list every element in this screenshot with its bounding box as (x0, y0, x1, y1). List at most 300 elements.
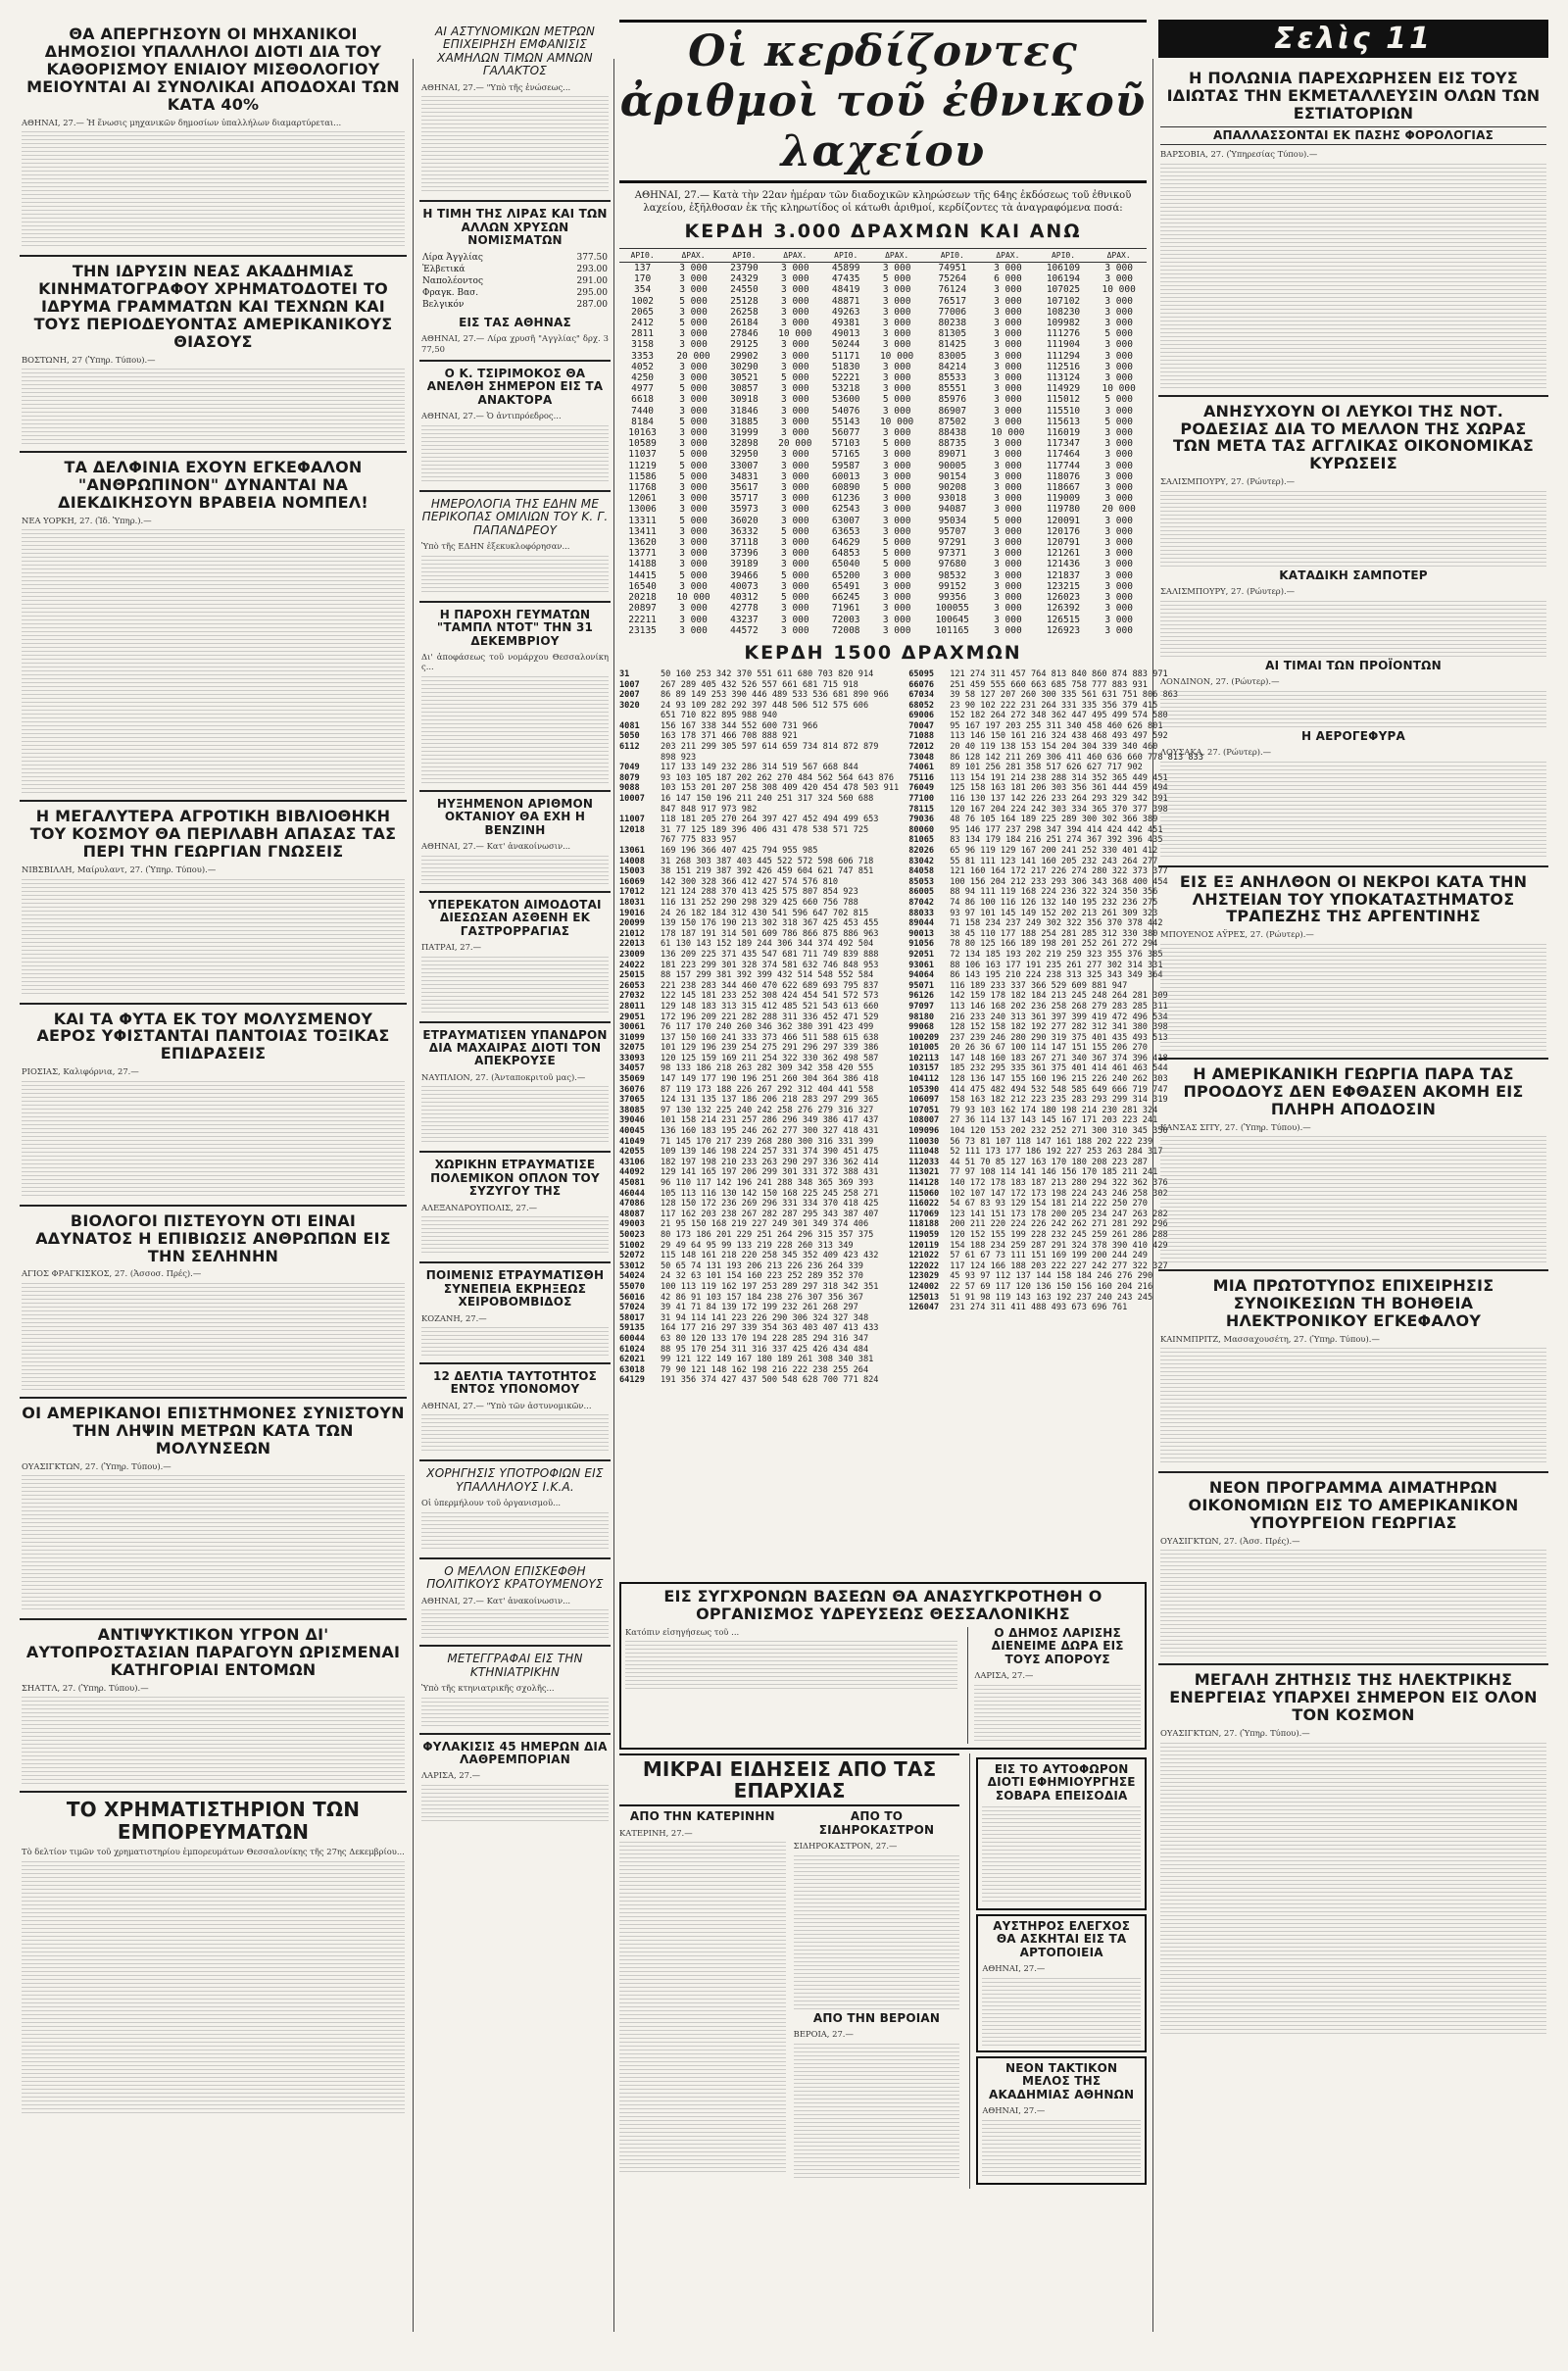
ticket-number: 137 (634, 263, 652, 273)
lottery-row (619, 559, 1147, 569)
prize-amount: 3 000 (1104, 493, 1133, 505)
ticket-number: 71961 (831, 603, 860, 615)
prize-amount: 3 000 (882, 328, 911, 340)
series-endings: 414 475 482 494 532 548 585 649 666 719 747 (950, 1084, 1168, 1095)
prize-amount: 20 000 (1102, 504, 1136, 516)
prize-amount: 3 000 (1104, 592, 1133, 604)
series-endings: 72 134 185 193 202 219 259 323 355 376 385 (950, 949, 1163, 960)
prize-amount: 3 000 (1104, 614, 1133, 625)
dateline: Δι' ἀποφάσεως τοῦ νομάρχου Θεσσαλονίκης... (421, 651, 609, 672)
series-number: 84058 (908, 866, 935, 877)
ticket-number: 76517 (938, 295, 967, 307)
series-endings: 83 134 179 184 216 251 274 367 392 396 435 (950, 835, 1163, 846)
newspaper-page (20, 20, 1548, 2332)
prize-amount: 3 000 (1104, 580, 1133, 592)
dateline: ΑΘΗΝΑΙ, 27.— Κατ' ἀνακοίνωσιν... (421, 1595, 571, 1605)
ticket-number: 60013 (831, 470, 860, 482)
series-number: 26053 (619, 980, 645, 991)
series-endings: 117 133 149 232 286 314 519 567 668 844 (661, 763, 858, 773)
headline: ΜΕΤΕΓΓΡΑΦΑΙ ΕΙΣ ΤΗΝ ΚΤΗΝΙΑΤΡΙΚΗΝ (447, 1652, 583, 1679)
series-number: 50023 (619, 1229, 645, 1240)
series-endings: 124 131 135 137 186 206 218 283 297 299 365 (661, 1095, 879, 1106)
ticket-number: 107025 (1046, 284, 1081, 296)
prize-amount: 3 000 (781, 416, 809, 427)
ticket-number: 52221 (831, 372, 860, 384)
ticket-number: 72008 (831, 624, 860, 636)
ticket-number: 111276 (1046, 328, 1081, 340)
series-number: 30061 (619, 1022, 645, 1033)
series-number: 123029 (908, 1271, 940, 1282)
series-endings: 142 300 328 366 412 427 574 576 810 (661, 876, 839, 887)
ticket-number: 98532 (938, 569, 967, 581)
ticket-number: 64629 (831, 537, 860, 549)
prize-amount: 3 000 (882, 569, 911, 581)
ticket-number: 120091 (1046, 515, 1081, 526)
prize-amount: 3 000 (781, 548, 809, 560)
series-endings: 129 141 165 197 206 299 301 331 372 388 431 (661, 1167, 879, 1178)
prize-amount: 3 000 (994, 559, 1022, 570)
ticket-number: 117347 (1046, 438, 1081, 450)
prize-amount: 5 000 (679, 318, 708, 329)
prize-amount: 5 000 (882, 482, 911, 494)
prize-amount: 3 000 (679, 438, 708, 450)
series-number: 62021 (619, 1355, 645, 1365)
lottery-row (619, 449, 1147, 460)
prize-amount: 3 000 (1104, 438, 1133, 450)
series-endings: 172 196 209 221 282 288 311 336 452 471 529 (661, 1012, 879, 1022)
ticket-number: 26258 (730, 306, 759, 318)
prize-amount: 3 000 (1104, 482, 1133, 494)
ticket-number: 120176 (1046, 525, 1081, 537)
ticket-number: 111294 (1046, 350, 1081, 362)
dateline: ΑΘΗΝΑΙ, 27.— "Υπὸ τῶν ἀστυνομικῶν... (421, 1400, 592, 1410)
prize-amount: 5 000 (781, 592, 809, 604)
article-weapon (419, 1153, 611, 1263)
prize-amount: 3 000 (1104, 318, 1133, 329)
series-number: 31 (619, 668, 630, 679)
prize-amount: 3 000 (781, 273, 809, 285)
series-endings: 24 26 182 184 312 430 541 596 647 702 815 (661, 908, 869, 918)
lottery-row (619, 493, 1147, 504)
series-endings: 98 133 186 218 263 282 309 342 358 420 555 (661, 1063, 874, 1074)
series-number: 111048 (908, 1147, 940, 1158)
lottery-row (619, 603, 1147, 614)
dateline: ΣΙΔΗΡΟΚΑΣΤΡΟΝ, 27.— (793, 1841, 898, 1852)
lottery-row (619, 526, 1147, 537)
article-biologists (20, 1207, 407, 1399)
series-endings: 86 128 142 211 269 306 411 460 636 660 778 813 833 (950, 752, 1203, 763)
lottery-row (619, 570, 1147, 581)
prize-amount: 3 000 (781, 339, 809, 351)
lottery-row (619, 482, 1147, 493)
series-endings: 38 45 110 177 188 254 281 285 312 330 380 (950, 928, 1158, 939)
series-number: 78115 (908, 804, 935, 815)
series-row (619, 1334, 899, 1345)
ticket-number: 90005 (938, 460, 967, 471)
prize-amount: 3 000 (882, 580, 911, 592)
article-ika (419, 1461, 611, 1558)
ticket-number: 95034 (938, 515, 967, 526)
prize-amount: 3 000 (781, 284, 809, 296)
ticket-number: 20218 (628, 592, 657, 604)
series-number: 45081 (619, 1178, 645, 1188)
dateline: ΑΘΗΝΑΙ, 27.— Ὁ ἀντιπρόεδρος... (421, 411, 562, 421)
article-knife (419, 1023, 611, 1154)
gold-row (421, 275, 609, 287)
prize-amount: 3 000 (679, 537, 708, 549)
series-number: 2007 (619, 690, 640, 701)
ticket-number: 121261 (1046, 548, 1081, 560)
prize-amount: 10 000 (676, 592, 710, 604)
series-number: 114128 (908, 1178, 940, 1188)
series-endings: 136 209 225 371 435 547 681 711 749 839 888 (661, 949, 879, 960)
ticket-number: 3353 (631, 350, 655, 362)
lottery-row (619, 406, 1147, 417)
series-number: 106097 (908, 1095, 940, 1106)
ticket-number: 25128 (730, 295, 759, 307)
series-number: 4081 (619, 720, 640, 731)
ticket-number: 116019 (1046, 427, 1081, 439)
series-number: 28011 (619, 1001, 645, 1012)
prize-amount: 3 000 (882, 493, 911, 505)
series-number: 29051 (619, 1012, 645, 1022)
headline: Η ΑΜΕΡΙΚΑΝΙΚΗ ΓΕΩΡΓΙΑ ΠΑΡΑ ΤΑΣ ΠΡΟΟΔΟΥΣ ΔΕΝ ΕΦΘΑΣΕΝ ΑΚΟΜΗ ΕΙΣ ΠΛΗΡΗ ΑΠΟΔΟΣΙΝ (1183, 1063, 1524, 1118)
prize-amount: 3 000 (781, 580, 809, 592)
series-number: 37065 (619, 1095, 645, 1106)
ticket-number: 32950 (730, 449, 759, 461)
series-number: 49003 (619, 1219, 645, 1230)
prize-amount: 3 000 (679, 559, 708, 570)
series-row (619, 783, 899, 794)
gold-coin-name: Ναπολέοντος (422, 275, 483, 286)
dateline: ΣΑΛΙΣΜΠΟΥΡΥ, 27. (Ρώυτερ).— (1160, 476, 1296, 487)
series-row (619, 866, 899, 877)
prize-amount: 5 000 (679, 515, 708, 526)
series-endings: 55 81 111 123 141 160 205 232 243 264 277 (950, 856, 1158, 866)
series-number: 92051 (908, 949, 935, 960)
series-row (619, 1074, 899, 1085)
gold-price-table (421, 252, 609, 311)
series-endings: 63 80 120 133 170 194 228 285 294 316 347 (661, 1333, 869, 1344)
dateline: ΜΠΟΥΕΝΟΣ ΑΫΡΕΣ, 27. (Ρώυτερ).— (1160, 929, 1314, 940)
prize-amount: 3 000 (781, 318, 809, 329)
series-number (619, 805, 661, 815)
series-number: 108007 (908, 1115, 940, 1126)
series-endings: 76 117 170 240 260 346 362 380 391 423 499 (661, 1022, 874, 1033)
dateline: ΑΘΗΝΑΙ, 27.— Λίρα χρυσῆ "Αγγλίας" δρχ. 377,50 (421, 333, 609, 354)
article-meals (419, 603, 611, 792)
prize-amount: 5 000 (882, 537, 911, 549)
series-row (619, 918, 899, 929)
series-endings: 86 89 149 253 390 446 489 533 536 681 890 966 (661, 690, 889, 701)
series-row (619, 1241, 899, 1252)
series-number: 3020 (619, 700, 640, 711)
series-endings: 93 103 105 187 202 262 270 484 562 564 643 876 (661, 772, 894, 783)
series-number: 41049 (619, 1136, 645, 1147)
ticket-number: 97371 (938, 548, 967, 560)
article-electric (1158, 1665, 1548, 2042)
series-endings: 88 94 111 119 168 224 236 322 324 350 356 (950, 887, 1158, 898)
ticket-number: 115613 (1046, 416, 1081, 427)
ticket-number: 40073 (730, 580, 759, 592)
series-endings: 163 178 371 466 708 888 921 (661, 731, 798, 742)
prize-amount: 5 000 (1104, 394, 1133, 406)
ticket-number: 13771 (628, 548, 657, 560)
lottery-section (619, 20, 1203, 1558)
series-endings: 50 160 253 342 370 551 611 680 703 820 914 (661, 668, 874, 679)
ticket-number: 118667 (1046, 482, 1081, 494)
ticket-number: 10589 (628, 438, 657, 450)
series-number: 63018 (619, 1364, 645, 1375)
prize-amount: 3 000 (679, 624, 708, 636)
ticket-number: 54076 (831, 405, 860, 417)
prize-amount: 3 000 (781, 263, 809, 273)
subheadline: ΑΠΟ ΤΗΝ ΚΑΤΕΡΙΝΗΝ (629, 1809, 775, 1824)
ticket-number: 90208 (938, 482, 967, 494)
ticket-number: 30918 (730, 394, 759, 406)
article-ids (419, 1364, 611, 1461)
series-number: 126047 (908, 1303, 940, 1313)
headline: ΕΙΣ ΕΞ ΑΝΗΛΘΟΝ ΟΙ ΝΕΚΡΟΙ ΚΑΤΑ ΤΗΝ ΛΗΣΤΕΙΑΝ ΤΟΥ ΥΠΟΚΑΤΑΣΤΗΜΑΤΟΣ ΤΡΑΠΕΖΗΣ ΤΗΣ ΑΡΓΕΝΤΙΝΗΣ (1179, 871, 1528, 926)
series-endings: 156 167 338 344 552 600 731 966 (661, 720, 818, 731)
article-new-member (976, 2056, 1147, 2185)
dateline: ΡΙΟΣΙΑΣ, Καλιφόρνια, 27.— (22, 1066, 139, 1077)
headline: ΜΙΚΡΑΙ ΕΙΔΗΣΕΙΣ ΑΠΟ ΤΑΣ ΕΠΑΡΧΙΑΣ (619, 1754, 959, 1807)
series-number: 98180 (908, 1012, 935, 1022)
prize-amount: 20 000 (778, 438, 812, 450)
series-endings: 120 152 155 199 228 232 245 259 261 286 288 (950, 1229, 1168, 1240)
series-endings: 31 268 303 387 403 445 522 572 598 606 718 (661, 856, 874, 866)
series-endings: 101 158 214 231 257 286 296 349 386 417 437 (661, 1115, 879, 1126)
series-row (619, 1178, 899, 1189)
dateline: ΟΥΑΣΙΓΚΤΩΝ, 27. (Ἀσσ. Πρές).— (1160, 1535, 1300, 1546)
prize-amount: 3 000 (1104, 515, 1133, 526)
dateline: ΣΗΑΤΤΛ, 27. (Ὑπηρ. Τύπου).— (22, 1682, 149, 1693)
series-endings: 52 111 173 177 186 192 227 253 263 284 317 (950, 1147, 1163, 1158)
prize-amount: 3 000 (679, 525, 708, 537)
lottery-column-header: ΔΡΑΧ. (1091, 249, 1147, 263)
ticket-number: 106109 (1046, 263, 1081, 273)
ticket-number: 111904 (1046, 339, 1081, 351)
prize-amount: 3 000 (679, 580, 708, 592)
prize-amount: 3 000 (994, 482, 1022, 494)
lottery-row (619, 592, 1147, 603)
gold-row (421, 299, 609, 311)
series-number: 83042 (908, 856, 935, 866)
series-number: 44092 (619, 1167, 645, 1178)
prize-amount: 5 000 (994, 515, 1022, 526)
headline: ΘΑ ΑΠΕΡΓΗΣΟΥΝ ΟΙ ΜΗΧΑΝΙΚΟΙ ΔΗΜΟΣΙΟΙ ΥΠΑΛΛΗΛΟΙ ΔΙΟΤΙ ΔΙΑ ΤΟΥ ΚΑΘΟΡΙΣΜΟΥ ΕΝΙΑΙΟΥ ΜΙΣΘΟΛΟΓΙΟΥ ΜΕΙΟΥΝΤΑΙ ΑΙ ΣΥΝΟΛΙΚΑΙ ΑΠΟΔΟΧΑΙ ΤΩΝ ΚΑΤΑ 40% (26, 25, 400, 114)
gold-coin-name: Ἐλβετικά (422, 264, 466, 274)
series-endings: 169 196 366 407 425 794 955 985 (661, 846, 818, 856)
prize-amount: 3 000 (781, 537, 809, 549)
ticket-number: 80238 (938, 318, 967, 329)
prize-amount: 5 000 (882, 548, 911, 560)
series-endings: 74 86 100 116 126 132 140 195 232 236 275 (950, 897, 1158, 908)
series-number: 102113 (908, 1053, 940, 1063)
dateline: ΛΑΡΙΣΑ, 27.— (974, 1670, 1034, 1681)
ticket-number: 8184 (631, 416, 655, 427)
series-row (619, 961, 899, 971)
ticket-number: 32898 (730, 438, 759, 450)
series-endings: 39 58 127 207 260 300 335 561 631 751 806 863 (950, 690, 1179, 701)
gold-coin-price: 293.00 (576, 264, 608, 274)
series-number: 70047 (908, 720, 935, 731)
lottery-column-header: ΔΡΑΧ. (767, 249, 823, 263)
series-number: 9088 (619, 783, 640, 794)
lottery-row (619, 318, 1147, 328)
prize-amount: 3 000 (994, 569, 1022, 581)
ticket-number: 29902 (730, 350, 759, 362)
series-number: 125013 (908, 1292, 940, 1303)
series-row (619, 939, 899, 950)
ticket-number: 53218 (831, 383, 860, 395)
prize-heading-1500: ΚΕΡΔΗ 1500 ΔΡΑΧΜΩΝ (744, 641, 1022, 664)
dateline: ΚΑΝΣΑΣ ΣΙΤΥ, 27. (Ὑπηρ. Τύπου).— (1160, 1121, 1311, 1132)
prize-amount: 3 000 (781, 383, 809, 395)
series-endings: 71 145 170 217 239 268 280 300 316 331 399 (661, 1136, 874, 1147)
series-number: 88033 (908, 908, 935, 918)
series-row (619, 1106, 899, 1116)
headline: ΕΙΣ ΣΥΓΧΡΟΝΩΝ ΒΑΣΕΩΝ ΘΑ ΑΝΑΣΥΓΚΡΟΤΗΘΗ Ο ΟΡΓΑΝΙΣΜΟΣ ΥΔΡΕΥΣΕΩΣ ΘΕΣΣΑΛΟΝΙΚΗΣ (663, 1587, 1102, 1623)
ticket-number: 35717 (730, 493, 759, 505)
article-visit (419, 1559, 611, 1647)
ticket-number: 20897 (628, 603, 657, 615)
series-number: 101005 (908, 1043, 940, 1054)
prize-amount: 10 000 (1102, 284, 1136, 296)
prize-amount: 5 000 (679, 569, 708, 581)
series-number: 43106 (619, 1157, 645, 1167)
ticket-number: 126515 (1046, 614, 1081, 625)
article-plants (20, 1005, 407, 1207)
prize-amount: 3 000 (781, 460, 809, 471)
prize-amount: 3 000 (1104, 295, 1133, 307)
subheadline: Η ΑΕΡΟΓΕΦΥΡΑ (1301, 728, 1405, 743)
series-endings: 200 211 220 224 226 242 262 271 281 292 296 (950, 1219, 1168, 1230)
ticket-number: 85551 (938, 383, 967, 395)
dateline: ΑΓΙΟΣ ΦΡΑΓΚΙΣΚΟΣ, 27. (Ἀσσοσ. Πρές).— (22, 1268, 202, 1279)
series-endings: 99 121 122 149 167 180 189 261 308 340 381 (661, 1355, 874, 1365)
ticket-number: 118076 (1046, 470, 1081, 482)
prize-amount: 3 000 (1104, 460, 1133, 471)
headline: Η ΤΙΜΗ ΤΗΣ ΛΙΡΑΣ ΚΑΙ ΤΩΝ ΑΛΛΩΝ ΧΡΥΣΩΝ ΝΟΜΙΣΜΑΤΩΝ (422, 207, 608, 248)
prize-amount: 3 000 (781, 504, 809, 516)
ticket-number: 86907 (938, 405, 967, 417)
dateline: Τὸ δελτίον τιμῶν τοῦ χρηματιστηρίου ἐμπορευμάτων Θεσσαλονίκης τῆς 27ης Δεκεμβρίου... (22, 1847, 405, 1857)
series-endings: 237 239 246 280 290 319 375 401 435 493 513 (950, 1032, 1168, 1043)
lottery-row (619, 615, 1147, 625)
prize-amount: 3 000 (994, 580, 1022, 592)
series-endings: 847 848 917 973 982 (661, 804, 758, 815)
series-number: 8079 (619, 772, 640, 783)
gold-coin-name: Φραγκ. Βασ. (422, 287, 479, 298)
lottery-row (619, 461, 1147, 471)
ticket-number: 117744 (1046, 460, 1081, 471)
series-number: 85053 (908, 876, 935, 887)
lottery-row (619, 273, 1147, 284)
ticket-number: 40312 (730, 592, 759, 604)
series-number: 46044 (619, 1188, 645, 1199)
prize-amount: 5 000 (882, 273, 911, 285)
series-number: 118188 (908, 1219, 940, 1230)
series-row (619, 929, 899, 940)
series-number: 89044 (908, 918, 935, 929)
prize-amount: 3 000 (781, 614, 809, 625)
prize-amount: 3 000 (882, 372, 911, 384)
series-number: 120119 (908, 1240, 940, 1251)
article-film-academy (20, 257, 407, 453)
series-number: 93061 (908, 960, 935, 970)
subheadline: ΑΠΟ ΤΗΝ ΒΕΡΟΙΑΝ (812, 2010, 941, 2025)
prize-amount: 3 000 (882, 470, 911, 482)
ticket-number: 88735 (938, 438, 967, 450)
headline: ΑΝΗΣΥΧΟΥΝ ΟΙ ΛΕΥΚΟΙ ΤΗΣ ΝΟΤ. ΡΟΔΕΣΙΑΣ ΔΙΑ ΤΟ ΜΕΛΛΟΝ ΤΗΣ ΧΩΡΑΣ ΤΩΝ ΜΕΤΑ ΤΑΣ ΑΓΓΛΙΚΑΣ ΟΙΚΟΝΟΜΙΚΑΣ ΚΥΡΩΣΕΙΣ (1172, 401, 1535, 473)
series-row (619, 1063, 899, 1074)
series-number: 52072 (619, 1251, 645, 1261)
dateline: ΑΘΗΝΑΙ, 27.— Ἡ ἕνωσις μηχανικῶν δημοσίων ὑπαλλήλων διαμαρτύρεται... (22, 117, 342, 127)
headline: ΗΥΞΗΜΕΝΟΝ ΑΡΙΘΜΟΝ ΟΚΤΑΝΙΟΥ ΘΑ ΕΧΗ Η ΒΕΝΖΙΝΗ (436, 796, 594, 837)
series-number: 69006 (908, 711, 935, 721)
series-endings: 20 26 36 67 100 114 147 151 155 206 270 (950, 1043, 1148, 1054)
gold-coin-name: Λίρα Ἀγγλίας (422, 252, 483, 263)
series-row (619, 950, 899, 961)
prize-amount: 3 000 (781, 603, 809, 615)
headline: ΜΙΑ ΠΡΩΤΟΤΥΠΟΣ ΕΠΙΧΕΙΡΗΣΙΣ ΣΥΝΟΙΚΕΣΙΩΝ ΤΗ ΒΟΗΘΕΙΑ ΗΛΕΚΤΡΟΝΙΚΟΥ ΕΓΚΕΦΑΛΟΥ (1212, 1276, 1494, 1330)
dateline: ΛΟΥΣΑΚΑ, 27. (Ρώυτερ).— (1160, 747, 1272, 758)
prize-amount: 3 000 (781, 482, 809, 494)
series-number: 94064 (908, 970, 935, 981)
series-number: 73048 (908, 752, 935, 763)
series-endings: 31 77 125 189 396 406 431 478 538 571 725 (661, 824, 869, 835)
series-endings: 86 143 195 210 224 238 313 325 343 349 364 (950, 970, 1163, 981)
prize-amount: 3 000 (994, 361, 1022, 372)
prize-amount: 5 000 (781, 569, 809, 581)
series-number: 17012 (619, 887, 645, 898)
prize-amount: 5 000 (781, 372, 809, 384)
ticket-number: 22211 (628, 614, 657, 625)
ticket-number: 170 (634, 273, 652, 285)
ticket-number: 84214 (938, 361, 967, 372)
lottery-column-header: ΔΡΑΧ. (869, 249, 925, 263)
series-endings: 128 150 172 236 269 296 331 334 370 418 425 (661, 1199, 879, 1210)
series-row (619, 981, 899, 992)
series-number: 48087 (619, 1209, 645, 1219)
series-row (619, 835, 899, 846)
lottery-row (619, 471, 1147, 482)
series-endings: 898 923 (661, 752, 697, 763)
prize-amount: 3 000 (679, 361, 708, 372)
series-endings: 105 113 116 130 142 150 168 225 245 258 271 (661, 1188, 879, 1199)
series-number: 80060 (908, 824, 935, 835)
article-flagrant (976, 1757, 1147, 1910)
series-row (619, 1375, 899, 1386)
series-endings: 116 189 233 337 366 529 609 881 947 (950, 980, 1128, 991)
prize-amount: 3 000 (679, 339, 708, 351)
series-number: 55070 (619, 1281, 645, 1292)
series-row (619, 887, 899, 898)
series-number: 6112 (619, 742, 640, 753)
prize-amount: 3 000 (679, 328, 708, 340)
headline: ΥΠΕΡΕΚΑΤΟΝ ΑΙΜΟΔΟΤΑΙ ΔΙΕΣΩΣΑΝ ΑΣΘΕΝΗ ΕΚ ΓΑΣΤΡΟΡΡΑΓΙΑΣ (428, 897, 602, 938)
ticket-number: 24550 (730, 284, 759, 296)
article-argentina (1158, 867, 1548, 1060)
series-number: 105390 (908, 1084, 940, 1095)
series-number: 91056 (908, 939, 935, 950)
series-endings: 113 154 191 214 238 288 314 352 365 449 451 (950, 772, 1168, 783)
ticket-number: 81425 (938, 339, 967, 351)
prize-amount: 3 000 (679, 603, 708, 615)
dateline: ΛΟΝΔΙΝΟΝ, 27. (Ρώυτερ).— (1160, 676, 1280, 687)
